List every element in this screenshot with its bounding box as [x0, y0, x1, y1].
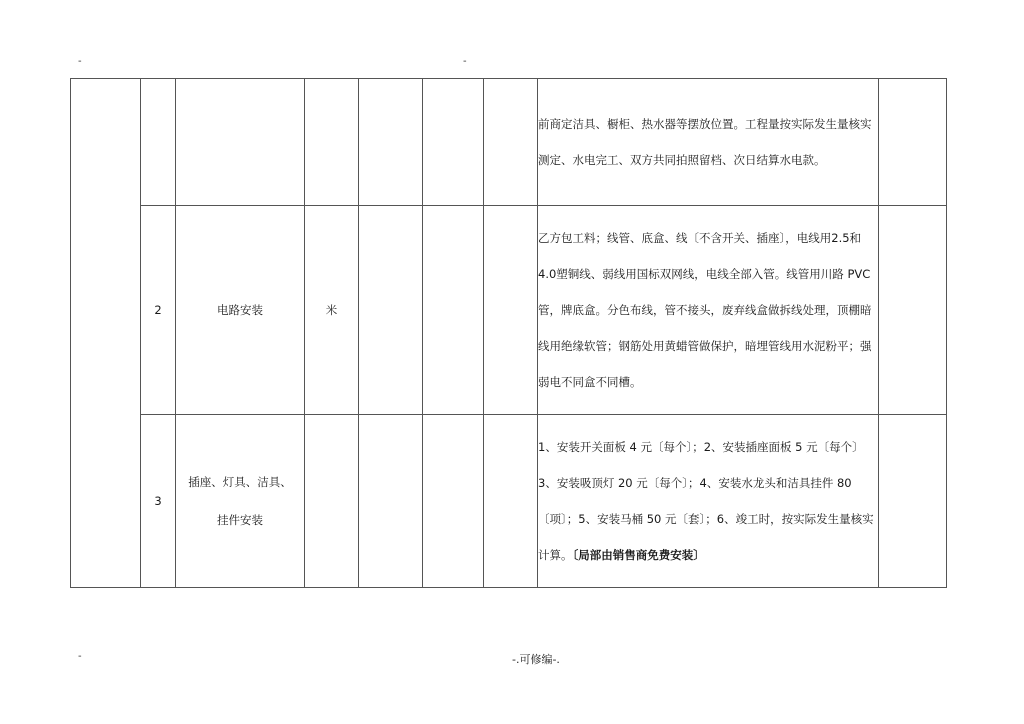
index-cell [141, 79, 176, 206]
top-left-mark: - [78, 56, 82, 67]
table-row [71, 206, 947, 415]
description-cell: 前商定洁具、橱柜、热水器等摆放位置。工程量按实际发生量核实测定、水电完工、双方共同拍照留档、次日结算水电款。 [538, 79, 879, 206]
empty-cell [423, 79, 484, 206]
description-cell: 乙方包工料；线管、底盒、线〔不含开关、插座〕，电线用2.5和4.0塑铜线、弱线用国标双网线，电线全部入管。线管用川路 PVC 管，牌底盒。分色布线，管不接头，废弃线盒做拆线处理，顶棚暗线用绝缘软管；钢筋处用黄蜡管做保护，暗埋管线用水泥粉平；强弱电不同盒不同槽。 [538, 206, 879, 415]
index-cell: 2 [141, 206, 176, 415]
item-name-cell: 电路安装 [176, 206, 305, 415]
empty-cell [359, 415, 423, 588]
unit-cell [305, 415, 359, 588]
index-cell: 3 [141, 415, 176, 588]
unit-cell [305, 79, 359, 206]
remark-cell [879, 415, 947, 588]
item-name-cell: 插座、灯具、洁具、 挂件安装 [176, 415, 305, 588]
empty-cell [484, 79, 538, 206]
description-cell: 1、安装开关面板 4 元〔每个〕；2、安装插座面板 5 元〔每个〕3、安装吸顶灯 20 元〔每个〕；4、安装水龙头和洁具挂件 80〔项〕；5、安装马桶 50 元〔套〕；6、竣工时，按实际发生量核实计算。〔局部由销售商免费安装〕 [538, 415, 879, 588]
bottom-left-mark: - [78, 651, 82, 662]
work-items-table [70, 78, 947, 588]
page-footer: -.可修编-. [512, 653, 560, 666]
empty-cell [423, 206, 484, 415]
empty-cell [423, 415, 484, 588]
empty-cell [484, 206, 538, 415]
empty-cell [359, 206, 423, 415]
top-mid-mark: - [463, 56, 467, 67]
remark-cell [879, 206, 947, 415]
table-row [71, 415, 947, 588]
remark-cell [879, 79, 947, 206]
unit-cell: 米 [305, 206, 359, 415]
empty-cell [359, 79, 423, 206]
category-cell [71, 79, 141, 588]
table-row [71, 79, 947, 206]
item-name-cell [176, 79, 305, 206]
empty-cell [484, 415, 538, 588]
